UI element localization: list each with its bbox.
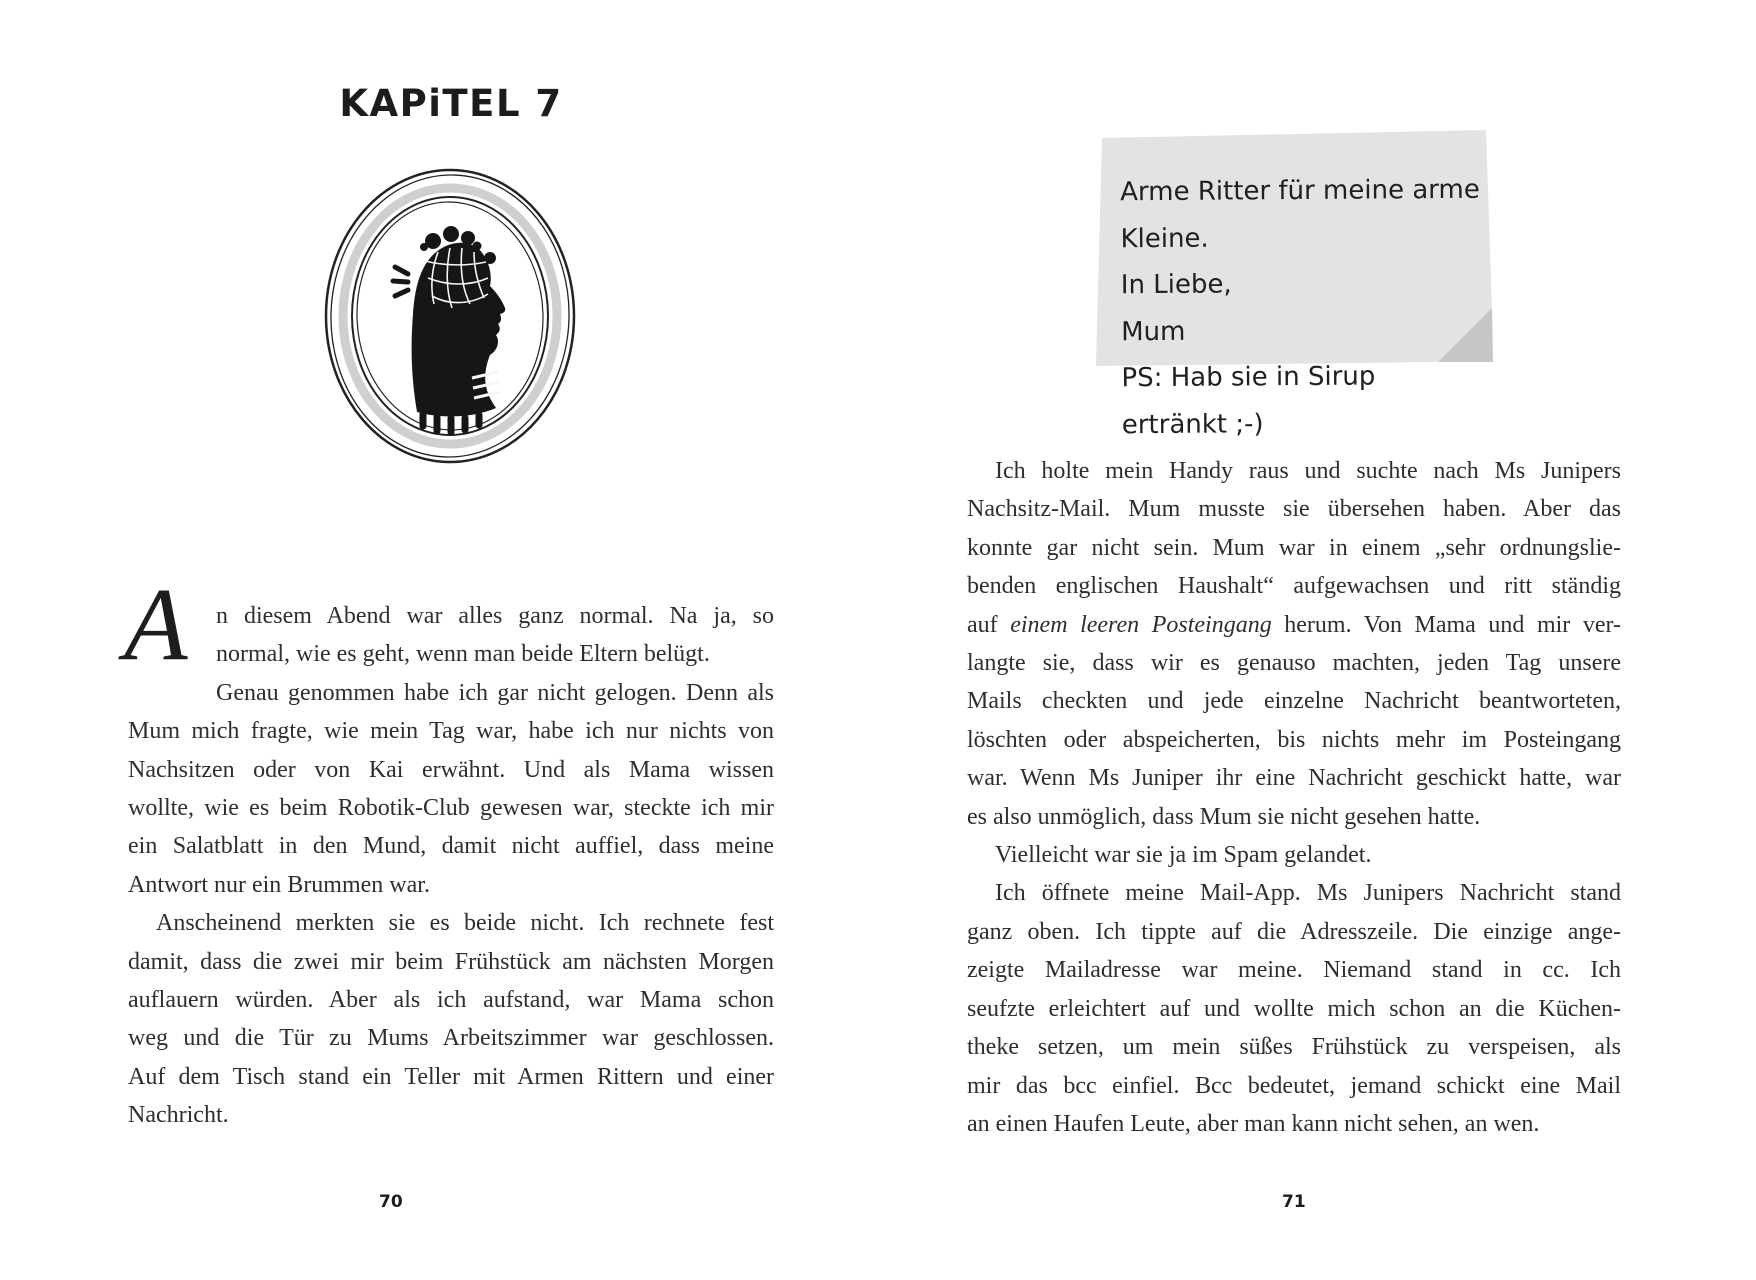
chapter-title: KAPiTEL 7 <box>339 82 563 125</box>
text-line: ein Salatblatt in den Mund, damit nicht auffiel, dass meine <box>128 833 774 860</box>
paragraph <box>967 836 1621 874</box>
text-line: mir das bcc einfiel. Bcc bedeutet, jemand schickt eine Mail <box>967 1072 1621 1099</box>
note-line: Arme Ritter für meine arme Kleine. <box>1120 174 1480 254</box>
italic-phrase: einem leeren Posteingang <box>1010 611 1272 638</box>
text-line: seufzte erleichtert auf und wollte mich schon an die Küchen- <box>967 995 1621 1022</box>
page-number-left: 70 <box>379 1192 403 1212</box>
text-line: zeigte Mailadresse war meine. Niemand stand in cc. Ich <box>967 957 1621 984</box>
text-line: Vielleicht war sie ja im Spam gelandet. <box>995 842 1372 869</box>
text-line: normal, wie es geht, wenn man beide Eltern belügt. <box>216 641 710 668</box>
text-segment: herum. Von Mama und mir ver- <box>1271 611 1621 638</box>
paragraph <box>967 452 1621 836</box>
text-line: Mails checkten und jede einzelne Nachricht beantworteten, <box>967 688 1621 715</box>
text-line: ganz oben. Ich tippte auf die Adresszeile. Die einzige ange- <box>967 918 1621 945</box>
paragraph <box>967 874 1621 1143</box>
note-line: PS: Hab sie in Sirup ertränkt ;-) <box>1121 361 1376 440</box>
text-line: Nachricht. <box>128 1102 229 1129</box>
text-line: damit, dass die zwei mir beim Frühstück am nächsten Morgen <box>128 948 774 975</box>
left-page-body <box>124 567 774 1135</box>
text-line: wollte, wie es beim Robotik-Club gewesen war, steckte ich mir <box>128 795 774 822</box>
paragraph <box>128 904 774 1134</box>
text-line: es also unmöglich, dass Mum sie nicht gesehen hatte. <box>967 803 1481 830</box>
note-line: Mum <box>1121 316 1186 347</box>
text-line: weg und die Tür zu Mums Arbeitszimmer war geschlossen. <box>128 1025 774 1052</box>
text-line: langte sie, dass wir es genauso machten, jeden Tag unsere <box>967 650 1621 677</box>
paragraph <box>128 674 774 904</box>
text-line: n diesem Abend war alles ganz normal. Na ja, so <box>216 603 774 629</box>
text-line: theke setzen, um mein süßes Frühstück zu verspeisen, als <box>967 1034 1621 1061</box>
text-line: Mum mich fragte, wie mein Tag war, habe ich nur nichts von <box>128 718 774 745</box>
paragraph <box>124 567 774 682</box>
text-line: Ich holte mein Handy raus und suchte nach Ms Junipers <box>995 458 1621 484</box>
right-page-body <box>967 452 1621 1143</box>
text-line: war. Wenn Ms Juniper ihr eine Nachricht geschickt hatte, war <box>967 765 1621 792</box>
text-line: Auf dem Tisch stand ein Teller mit Armen Rittern und einer <box>128 1063 774 1090</box>
text-line: Genau genommen habe ich gar nicht gelogen. Denn als <box>216 679 774 706</box>
cameo-portrait-illustration <box>320 166 580 466</box>
text-line: Nachsitzen oder von Kai erwähnt. Und als Mama wissen <box>128 756 774 783</box>
page-number-right: 71 <box>1282 1192 1306 1212</box>
profile-silhouette <box>393 226 505 432</box>
text-line: benden englischen Haushalt“ aufgewachsen und ritt ständig <box>967 573 1621 600</box>
note-line: In Liebe, <box>1120 269 1232 301</box>
text-line: Anscheinend merkten sie es beide nicht. Ich rechnete fest <box>156 910 774 937</box>
sticky-note-text <box>1120 167 1482 449</box>
text-line: löschten oder abspeicherten, bis nichts mehr im Posteingang <box>967 726 1621 753</box>
drop-cap: A <box>124 567 188 682</box>
text-line <box>967 606 1621 644</box>
text-line: Nachsitz-Mail. Mum musste sie übersehen haben. Aber das <box>967 496 1621 523</box>
text-line: konnte gar nicht sein. Mum war in einem „sehr ordnungslie- <box>967 534 1621 561</box>
text-line: Ich öffnete meine Mail-App. Ms Junipers Nachricht stand <box>995 880 1621 907</box>
text-line: Antwort nur ein Brummen war. <box>128 871 430 898</box>
text-line: an einen Haufen Leute, aber man kann nicht sehen, an wen. <box>967 1110 1540 1137</box>
text-line: auflauern würden. Aber als ich aufstand, war Mama schon <box>128 987 774 1014</box>
text-segment: auf <box>967 611 1011 638</box>
